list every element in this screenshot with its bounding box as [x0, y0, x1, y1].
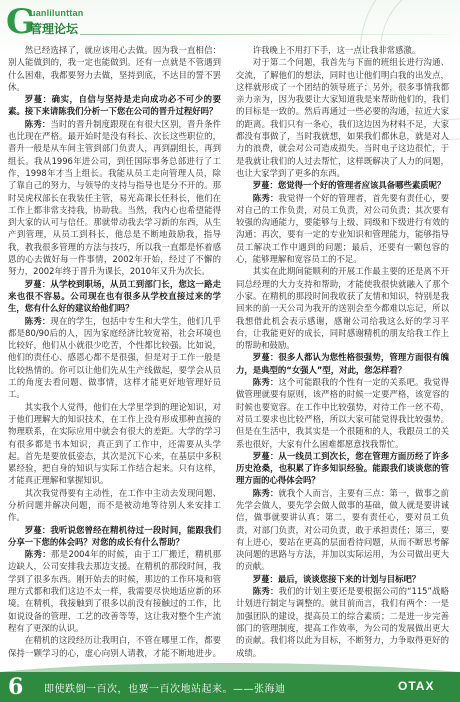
question-text: 罗蔓：从学校到职场，从员工到部门长，您这一路走来也很不容易。公司现在也有很多从学校直接过来的学生，您有什么好的建议给他们吗？: [8, 278, 221, 314]
answer-text: 现在的学生，包括中专生和大学生，他们几乎都是80/90后的人，因为家庭经济比较宽裕，社会环境也比较好，他们从小就很少吃苦，个性都比较强。比如说，他们的责任心、感恩心都不是很强，但是对于工作一般是比较热情的。你可以让他们先从生产线做起，要学会从员工的角度去看问题、做事情，这样才能更好地管理好员工。: [8, 315, 221, 400]
question-text: 罗蔓：确实，自信与坚持是走向成功必不可少的要素。接下来请陈我们分析一下您在公司的晋升过程好吗？: [8, 94, 221, 117]
interview-answer: [236, 192, 449, 266]
article-column-right: [236, 44, 449, 659]
interview-question: [236, 573, 449, 585]
answer-text: 就我个人而言，主要有三点：第一，做事之前先学会做人，要先学会做人做事的基础，做人就是要讲诚信，做事就要讲认真；第二，要有责任心，要对员工负责，对部门负责，对公司负责，敢于承担责任；第三，要有上进心，要站在更高的层面看待问题，从而不断思考解决问题的思路与方法，并加以实际运用，为公司做出更大的贡献。: [236, 487, 449, 572]
question-text: 罗蔓：我听说您曾经在精机待过一段时间，能跟我们分享一下您的体会吗？对您的成长有什么帮助？: [8, 524, 221, 547]
speaker-label: 陈秀：: [24, 118, 51, 129]
speaker-label: 陈秀：: [252, 377, 279, 388]
answer-text: 这个可能跟我的个性有一定的关系吧。我觉得做管理就要有原则，该严格的时候一定要严格，该宽容的时候也要宽容。在工作中比较强势，对待工作一丝不苟，对员工要求也比较严格，所以大家可能觉得我比较强势。但是在生活中，我其实是一个很随和的人，我跟员工的关系也很好，大家有什么困难都愿意找我帮忙。: [236, 377, 449, 449]
body-paragraph: 然已经选择了，就应该用心去做。因为我一直相信：别人能做到的，我一定也能做到。还有一点就是不管遇到什么困难，我都要努力去做，坚持到底，不达目的誓不罢休。: [8, 45, 221, 92]
interview-question: [8, 93, 221, 118]
footer-quote: 即使跌倒一百次，也要一百次地站起来。——张海迪: [44, 684, 286, 695]
page-header: [0, 0, 460, 44]
section-logo-letter: G: [6, 2, 36, 42]
interview-answer: [8, 315, 221, 401]
question-text: 罗蔓：很多人都认为您性格很强势，管理方面很有魄力，是典型的“女强人”型，对此，您怎样看？: [236, 352, 449, 375]
interview-question: [8, 278, 221, 315]
interview-question: [8, 524, 221, 549]
interview-answer: [236, 376, 449, 450]
section-title: 管理论坛: [30, 22, 79, 36]
interview-answer: [8, 548, 221, 634]
speaker-label: 陈秀：: [24, 549, 52, 560]
question-text: 罗蔓：您觉得一个好的管理者应该具备哪些素质呢？: [252, 180, 446, 191]
body-paragraph: 对于第二个问题，我首先与下面的班组长进行沟通、交流，了解他们的想法，同时也让他们明白我的出发点，这样就形成了一个团结的领导班子；另外，很多事情我都亲力亲为，因为我要让大家知道我是来帮助他们的，我们的目标是一致的。然后再通过一些必要的沟通，拉近大家的距离。我们只有一条心，我们这边因为材料不足，大家都没有事做了，当时我就想，如果我们都休息，就是对人力的浪费，就会对公司造成损失。当时电子这边很忙，于是我就让我们的人过去帮忙，这样既解决了人力的问题，也让大家学到了更多的东西。: [236, 57, 449, 178]
question-text: 罗蔓：从一线员工到次长，您在管理方面历经了许多历史沧桑，也积累了许多知识经验。能跟我们谈谈您的管理方面的心得体会吗？: [236, 450, 449, 486]
interview-answer: [8, 118, 221, 278]
body-paragraph: 许我晚上不用打下手，这一点让我非常感激。: [252, 45, 421, 55]
body-paragraph: 在精机的这段经历让我明白，不管在哪里工作，都要保持一颗学习的心，虚心向别人请教，才能不断地进步。: [8, 635, 221, 658]
page-number: 6: [8, 674, 24, 700]
speaker-label: 陈秀：: [252, 192, 279, 203]
body-paragraph: 其实我个人觉得，他们在大学里学到的理论知识，对于他们理解大的知识技术，在工作上没有形成那种直接的物理联系，在实际应用中就会有很大的差距。大学的学习有很多都是书本知识，真正到了工作中，还需要从头学起。首先是要放低姿态，其次是沉下心来，在基层中多积累经验，把自身的知识与实际工作结合起来。只有这样，才能真正理解和掌握知识。: [8, 401, 221, 486]
interview-question: [236, 450, 449, 487]
speaker-label: 陈秀：: [252, 487, 279, 498]
interview-answer: [236, 487, 449, 573]
speaker-label: 陈秀：: [252, 586, 279, 597]
interview-question: [236, 179, 449, 191]
brand-logo-text: OTAX: [398, 679, 435, 693]
article-column-left: [8, 44, 221, 659]
answer-text: 当时的晋升制度跟现在有很大区别，晋升条件也比现在严格。最开始时是没有科长、次长这些职位的，晋升一般是从车间主管到部门负责人，再到副组长，再到组长。我从1996年进公司，到任国际事务总部进行了工作，1998年才当上组长。我能从员工走向管理人员，除了靠自己的努力，与领导的支持与指导也是分不开的。那时吴虎权部长在我装任主管，易光高课长任科长，他们在工作上都非常支持我，协助我。当然，我内心也希望能得到大家的认可与信任。那就带动我去学习新的东西，从生产到管理，从员工到科长，他总是不断地鼓励我，指导我，教我很多管理的方法与技巧，所以我一直都是怀着感恩的心去做好每一件事情，2002年开始，经过了不懈的努力，2002年终于晋升为课长，2010年又升为次长。: [8, 118, 221, 277]
interview-question: [236, 351, 449, 376]
body-paragraph: 其次我觉得要有主动性，在工作中主动去发现问题、分析问题并解决问题，而不是被动地等待别人来安排工作。: [8, 487, 221, 523]
answer-text: 我们的计划主要还是要根据公司的“115”战略计划进行制定与调整的。就目前而言，我们有两个：一是加强团队的建设，提高员工的综合素质；二是进一步完善部门的管理制度，提高工作效率，为公司的发展做出更大的贡献。我们将以此为目标，不断努力，力争取得更好的成绩。: [236, 586, 449, 658]
speaker-label: 陈秀：: [24, 315, 51, 326]
section-logo-pinyin: uanlilunttan: [30, 8, 84, 18]
interview-answer: [236, 585, 449, 659]
answer-text: 那是2004年的时候，由于工厂搬迁，精机那边缺人，公司安排我去那边支援。在精机的那段时间，我学到了很多东西。刚开始去的时候，那边的工作环境和管理方式都和我们这边不太一样，我需要尽快地适应新的环境。在精机，我接触到了很多以前没有接触过的工作，比如说设备的管理、工艺的改善等等，这让我对整个生产流程有了更深的认识。: [8, 549, 221, 633]
question-text: 罗蔓：最后，谈谈您接下来的计划与目标吧？: [252, 573, 421, 584]
answer-text: 我觉得一个好的管理者，首先要有责任心，要对自己的工作负责，对员工负责，对公司负责；其次要有较强的沟通能力，要能够与上级、同级和下级进行有效的沟通；再次，要有一定的专业知识和管理能力，能够指导员工解决工作中遇到的问题；最后，还要有一颗包容的心，能够理解和宽容员工的不足。: [236, 192, 449, 265]
body-paragraph: 其实在此期间能顺利的开展工作最主要的还是离不开同总经理的大力支持和帮助，才能使我很快就融入了那个小家。在精机的那段时间我收获了友情和知识，特别是我回来的前一天公司为我开的送别会至今都难以忘记，所以我想借此机会表示感谢，感谢公司给我这么好的学习平台，让我能更好的成长，同时感谢精机的朋友给我工作上的帮助和鼓励。: [236, 266, 449, 351]
header-divider: [80, 34, 450, 35]
